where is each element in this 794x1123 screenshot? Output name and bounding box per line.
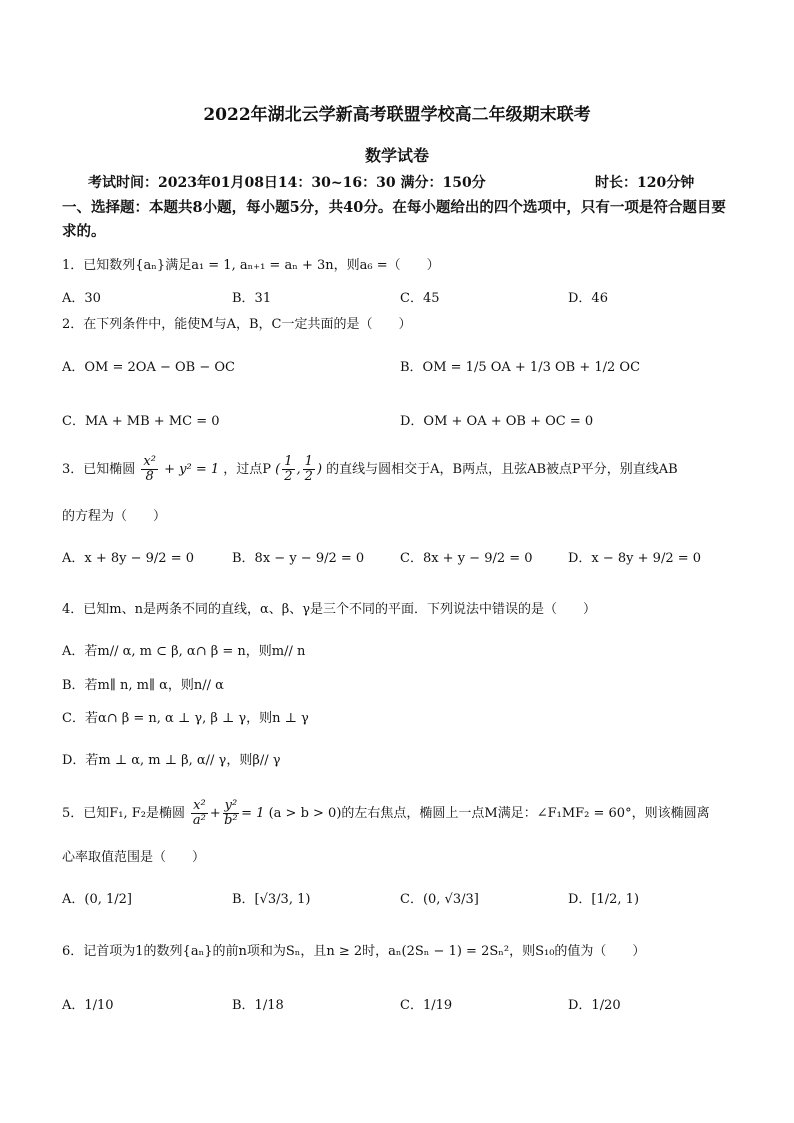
question-4-option-c: C．若α∩ β = n, α ⊥ γ, β ⊥ γ，则n ⊥ γ	[62, 711, 309, 726]
question-1-option-c: C．45	[400, 291, 440, 306]
ellipse-fraction: $\frac{\text{x²}}{8}$	[143, 454, 156, 484]
question-5-option-b: B．[√3/3, 1)	[232, 892, 311, 907]
question-1-option-a: A．30	[62, 291, 101, 306]
ellipse-x-fraction: $\frac{\text{x²}}{\text{a²}}$	[192, 798, 206, 828]
question-5-stem: 5．已知F₁, F₂是椭圆 $\frac{\text{x²}}{\text{a²}}$ + $\frac{\text{y²}}{\text{b²}}$ = 1 (a > b > 0)的左右焦点，椭圆上一点M满足：∠F₁MF₂ = 60°，则该椭圆离	[62, 798, 710, 828]
question-1-option-b: B．31	[232, 291, 272, 306]
question-2-option-a: A．OM = 2OA − OB − OC	[62, 360, 235, 375]
question-6-option-b: B．1/18	[232, 998, 284, 1013]
question-3-stem	[62, 455, 742, 485]
question-3-option-b: B．8x − y − 9/2 = 0	[232, 551, 365, 566]
question-1-stem: 1．已知数列{aₙ}满足a₁ = 1, aₙ₊₁ = aₙ + 3n，则a₆ =（ ）	[62, 258, 440, 273]
exam-duration: 时长：120分钟	[595, 175, 695, 191]
exam-info	[88, 172, 695, 192]
exam-time: 考试时间：2023年01月08日14：30~16：30 满分：150分	[88, 175, 486, 191]
question-4-option-a: A．若m// α, m ⊂ β, α∩ β = n，则m// n	[62, 644, 306, 659]
question-3-option-c: C．8x + y − 9/2 = 0	[400, 551, 533, 566]
ellipse-term: + y² = 1	[164, 462, 220, 477]
question-3-stem-c: 的直线与圆相交于A，B两点，且弦AB被点P平分，别直线AB	[326, 462, 678, 477]
question-3-stem-d: 的方程为（ ）	[62, 509, 167, 524]
question-5-stem-b: (a > b > 0)的左右焦点，椭圆上一点M满足：∠F₁MF₂ = 60°，则该椭圆离	[268, 806, 710, 821]
question-6-option-a: A．1/10	[62, 998, 114, 1013]
question-3-stem-b: ，过点P	[223, 462, 272, 477]
question-3-stem-a: 3．已知椭圆	[62, 462, 136, 477]
question-2-option-b: B．OM = 1/5 OA + 1/3 OB + 1/2 OC	[400, 360, 641, 375]
question-6-option-c: C．1/19	[400, 998, 453, 1013]
question-3-option-d: D．x − 8y + 9/2 = 0	[568, 551, 702, 566]
question-5-stem-a: 5．已知F₁, F₂是椭圆	[62, 806, 185, 821]
ellipse-y-fraction: $\frac{\text{y²}}{\text{b²}}$	[224, 798, 238, 828]
section-heading: 一、选择题：本题共8小题，每小题5分，共40分。在每小题给出的四个选项中，只有一项是符合题目要求的。	[62, 199, 726, 240]
question-5-option-d: D．[1/2, 1)	[568, 892, 640, 907]
question-4-option-b: B．若m∥ n, m∥ α，则n// α	[62, 678, 224, 693]
question-2-option-d: D．OM + OA + OB + OC = 0	[400, 414, 594, 429]
question-3-option-a: A．x + 8y − 9/2 = 0	[62, 551, 194, 566]
page-title: 2022年湖北云学新高考联盟学校高二年级期末联考	[203, 105, 591, 125]
question-5-option-a: A．(0, 1/2]	[62, 892, 132, 907]
question-4-option-d: D．若m ⊥ α, m ⊥ β, α// γ，则β// γ	[62, 753, 281, 768]
question-4-stem: 4．已知m、n是两条不同的直线，α、β、γ是三个不同的平面．下列说法中错误的是（ ）	[62, 602, 597, 617]
question-5-stem-c: 心率取值范围是（ ）	[62, 850, 206, 865]
question-6-stem: 6．记首项为1的数列{aₙ}的前n项和为Sₙ，且n ≥ 2时，aₙ(2Sₙ − 1) = 2Sₙ²，则S₁₀的值为（ ）	[62, 944, 646, 959]
question-5-option-c: C．(0, √3/3]	[400, 892, 479, 907]
question-6-option-d: D．1/20	[568, 998, 621, 1013]
question-1-option-d: D．46	[568, 291, 608, 306]
point-p-coordinates: ( $\frac{1}{2}$ , $\frac{1}{2}$ )	[275, 454, 323, 484]
question-2-option-c: C．MA + MB + MC = 0	[62, 414, 220, 429]
page-subtitle: 数学试卷	[364, 146, 429, 165]
question-2-stem: 2．在下列条件中，能使M与A，B，C一定共面的是（ ）	[62, 317, 412, 332]
